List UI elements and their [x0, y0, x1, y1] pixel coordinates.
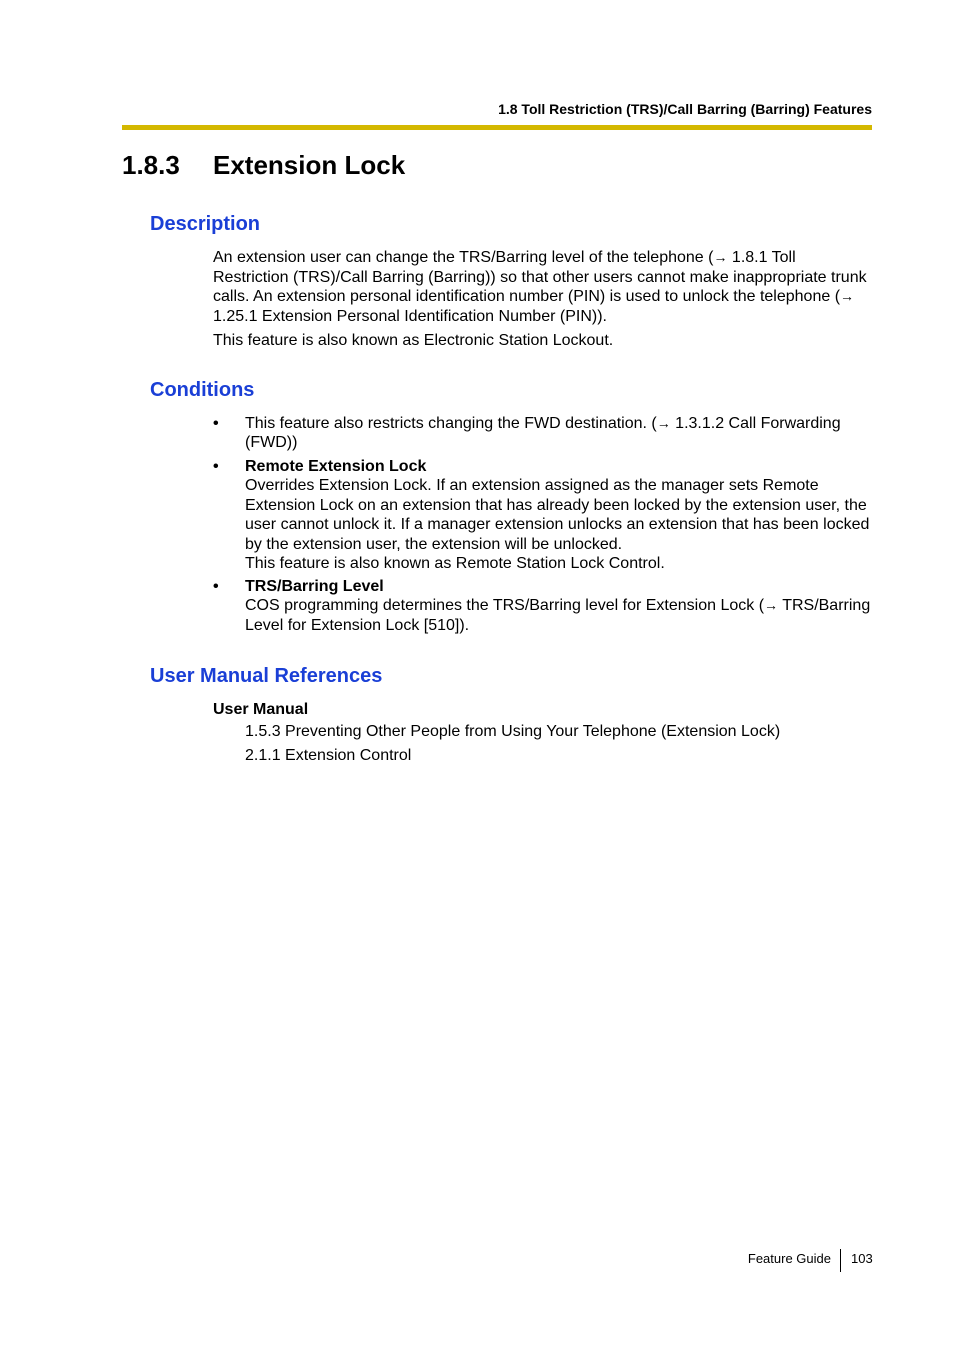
- condition-item-trs-level: [213, 577, 873, 635]
- arrow-icon: →: [656, 415, 671, 431]
- bullet-icon: •: [213, 458, 219, 475]
- bullet-icon: •: [213, 578, 219, 595]
- condition-item-fwd: • This feature also restricts changing the FWD destination. (→ 1.3.1.2 Call Forwarding (FWD)): [213, 415, 841, 452]
- condition-item-text: COS programming determines the TRS/Barring level for Extension Lock (→ TRS/Barring Level for Extension Lock [510]).: [245, 597, 871, 634]
- running-header: 1.8 Toll Restriction (TRS)/Call Barring (Barring) Features: [498, 101, 872, 117]
- description-body: [213, 248, 873, 351]
- reference-link: 2.1.1 Extension Control: [245, 747, 412, 764]
- references-heading: User Manual References: [150, 665, 383, 687]
- condition-item-title: TRS/Barring Level: [245, 578, 384, 595]
- reference-link: 1.5.3 Preventing Other People from Using Your Telephone (Extension Lock): [245, 723, 781, 740]
- description-paragraph-2: This feature is also known as Electronic Station Lockout.: [213, 332, 614, 349]
- references-subheading: User Manual: [213, 701, 309, 718]
- description-heading: Description: [150, 213, 261, 235]
- header-rule: [122, 125, 872, 130]
- page-number: 103: [851, 1251, 873, 1266]
- condition-item-text: Overrides Extension Lock. If an extension assigned as the manager sets Remote Extension Lock on an extension that has already been locked by the extension user, the user cannot unlock it. If a manager extension unlocks an extension that has been locked by the extension user, the extension will be unlocked.: [245, 477, 870, 553]
- footer-label: Feature Guide: [747, 1251, 831, 1266]
- section-name: Extension Lock: [213, 150, 406, 180]
- condition-item-note: This feature is also known as Remote Station Lock Control.: [245, 555, 665, 573]
- section-title: [122, 150, 405, 181]
- section-number: 1.8.3: [122, 150, 180, 180]
- conditions-heading: Conditions: [150, 379, 255, 401]
- arrow-icon: →: [840, 288, 855, 304]
- condition-item-remote-lock: [213, 457, 873, 573]
- footer-divider: [840, 1249, 841, 1272]
- arrow-icon: →: [713, 249, 728, 265]
- condition-item-title: Remote Extension Lock: [245, 458, 427, 475]
- arrow-icon: →: [764, 597, 779, 614]
- bullet-icon: •: [213, 415, 219, 432]
- description-paragraph-1: An extension user can change the TRS/Barring level of the telephone (→ 1.8.1 Toll Restriction (TRS)/Call Barring (Barring)) so that other users cannot make inappropriate trunk calls. An extension personal identification number (PIN) is used to unlock the telephone (→ 1.25.1 Extension Personal Identification Number (PIN)).: [213, 249, 867, 325]
